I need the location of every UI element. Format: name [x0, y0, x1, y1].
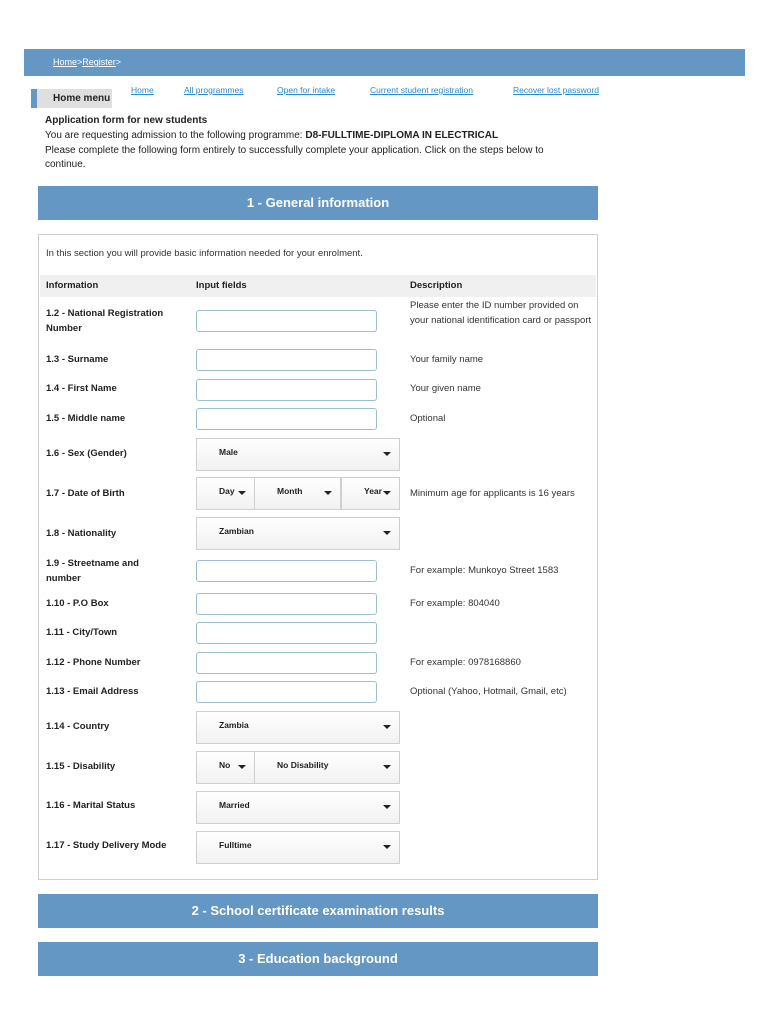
first-name-label: 1.4 - First Name	[46, 383, 117, 394]
chevron-down-icon	[383, 491, 391, 495]
breadcrumb-register-link[interactable]: Register	[82, 57, 116, 67]
nationality-selected-value: Zambian	[219, 526, 254, 536]
city-input[interactable]	[196, 622, 377, 644]
po-box-description: For example: 804040	[410, 598, 500, 609]
breadcrumb-separator: >	[77, 57, 83, 67]
delivery-mode-selected-value: Fulltime	[219, 840, 252, 850]
nrc-input[interactable]	[196, 310, 377, 332]
middle-name-label: 1.5 - Middle name	[46, 413, 126, 424]
chevron-down-icon	[238, 491, 246, 495]
country-selected-value: Zambia	[219, 720, 249, 730]
disability-select[interactable]	[196, 751, 255, 784]
breadcrumb	[53, 57, 121, 67]
chevron-down-icon	[383, 452, 391, 456]
column-header-description: Description	[410, 280, 463, 291]
chevron-down-icon	[383, 765, 391, 769]
city-label: 1.11 - City/Town	[46, 627, 118, 638]
nav-link-open-for-intake[interactable]: Open for intake	[277, 85, 336, 95]
chevron-down-icon	[383, 531, 391, 535]
delivery-mode-label: 1.17 - Study Delivery Mode	[46, 840, 167, 851]
dob-day-value: Day	[219, 486, 235, 496]
chevron-down-icon	[238, 765, 246, 769]
nrc-description: Please enter the ID number provided on your national identification card or passport	[410, 300, 592, 326]
surname-input[interactable]	[196, 349, 377, 371]
disability-selected-value: No	[219, 760, 231, 770]
street-label: 1.9 - Streetname and number	[46, 558, 139, 584]
dob-description: Minimum age for applicants is 16 years	[410, 488, 575, 499]
po-box-input[interactable]	[196, 593, 377, 615]
table-header-row	[40, 275, 596, 297]
section-3-education-background[interactable]: 3 - Education background	[38, 942, 598, 976]
first-name-description: Your given name	[410, 383, 481, 394]
email-input[interactable]	[196, 681, 377, 703]
nav-link-all-programmes[interactable]: All programmes	[184, 85, 244, 95]
home-menu-button[interactable]: Home menu	[31, 89, 112, 108]
nationality-label: 1.8 - Nationality	[46, 528, 117, 539]
breadcrumb-separator: >	[115, 57, 122, 67]
nav-link-recover-lost-password[interactable]: Recover lost password	[513, 85, 599, 95]
phone-label: 1.12 - Phone Number	[46, 657, 141, 668]
dob-label: 1.7 - Date of Birth	[46, 488, 125, 499]
nationality-select[interactable]	[196, 517, 400, 550]
nav-link-current-student-registration[interactable]: Current student registration	[370, 85, 473, 95]
street-input[interactable]	[196, 560, 377, 582]
chevron-down-icon	[383, 725, 391, 729]
dob-month-value: Month	[277, 486, 303, 496]
general-information-panel	[38, 234, 598, 880]
disability-type-select[interactable]	[254, 751, 400, 784]
first-name-input[interactable]	[196, 379, 377, 401]
sex-label: 1.6 - Sex (Gender)	[46, 448, 127, 459]
dob-day-select[interactable]	[196, 477, 255, 510]
programme-name: D8-FULLTIME-DIPLOMA IN ELECTRICAL	[305, 130, 499, 141]
dob-month-select[interactable]	[254, 477, 341, 510]
marital-status-select[interactable]	[196, 791, 400, 824]
section-2-school-certificate-results[interactable]: 2 - School certificate examination results	[38, 894, 598, 928]
country-label: 1.14 - Country	[46, 721, 110, 732]
breadcrumb-bar	[24, 49, 745, 76]
phone-description: For example: 0978168860	[410, 657, 521, 668]
page-title: Application form for new students	[45, 115, 208, 126]
column-header-input-fields: Input fields	[196, 280, 247, 291]
email-label: 1.13 - Email Address	[46, 686, 139, 697]
disability-type-value: No Disability	[277, 760, 329, 770]
dob-year-select[interactable]	[341, 477, 400, 510]
email-description: Optional (Yahoo, Hotmail, Gmail, etc)	[410, 686, 567, 697]
country-select[interactable]	[196, 711, 400, 744]
po-box-label: 1.10 - P.O Box	[46, 598, 109, 609]
phone-input[interactable]	[196, 652, 377, 674]
dob-year-value: Year	[364, 486, 382, 496]
column-header-information: Information	[46, 280, 99, 291]
surname-description: Your family name	[410, 354, 484, 365]
disability-label: 1.15 - Disability	[46, 761, 116, 772]
instructions-line-2: continue.	[45, 159, 86, 170]
sex-select[interactable]	[196, 438, 400, 471]
breadcrumb-home-link[interactable]: Home	[53, 57, 78, 67]
middle-name-description: Optional	[410, 413, 446, 424]
middle-name-input[interactable]	[196, 408, 377, 430]
nrc-label: 1.2 - National Registration Number	[46, 308, 164, 334]
chevron-down-icon	[324, 491, 332, 495]
panel-intro-text: In this section you will provide basic information needed for your enrolment.	[46, 248, 363, 259]
instructions-line-1: Please complete the following form entirely to successfully complete your application. Click on the steps below to	[45, 145, 544, 156]
section-1-general-information[interactable]: 1 - General information	[38, 186, 598, 220]
nav-link-home[interactable]: Home	[131, 85, 154, 95]
chevron-down-icon	[383, 805, 391, 809]
marital-status-selected-value: Married	[219, 800, 250, 810]
chevron-down-icon	[383, 845, 391, 849]
surname-label: 1.3 - Surname	[46, 354, 109, 365]
programme-prefix: You are requesting admission to the following programme:	[45, 130, 306, 141]
programme-line	[45, 129, 498, 143]
street-description: For example: Munkoyo Street 1583	[410, 565, 559, 576]
delivery-mode-select[interactable]	[196, 831, 400, 864]
sex-selected-value: Male	[219, 447, 238, 457]
marital-status-label: 1.16 - Marital Status	[46, 800, 136, 811]
